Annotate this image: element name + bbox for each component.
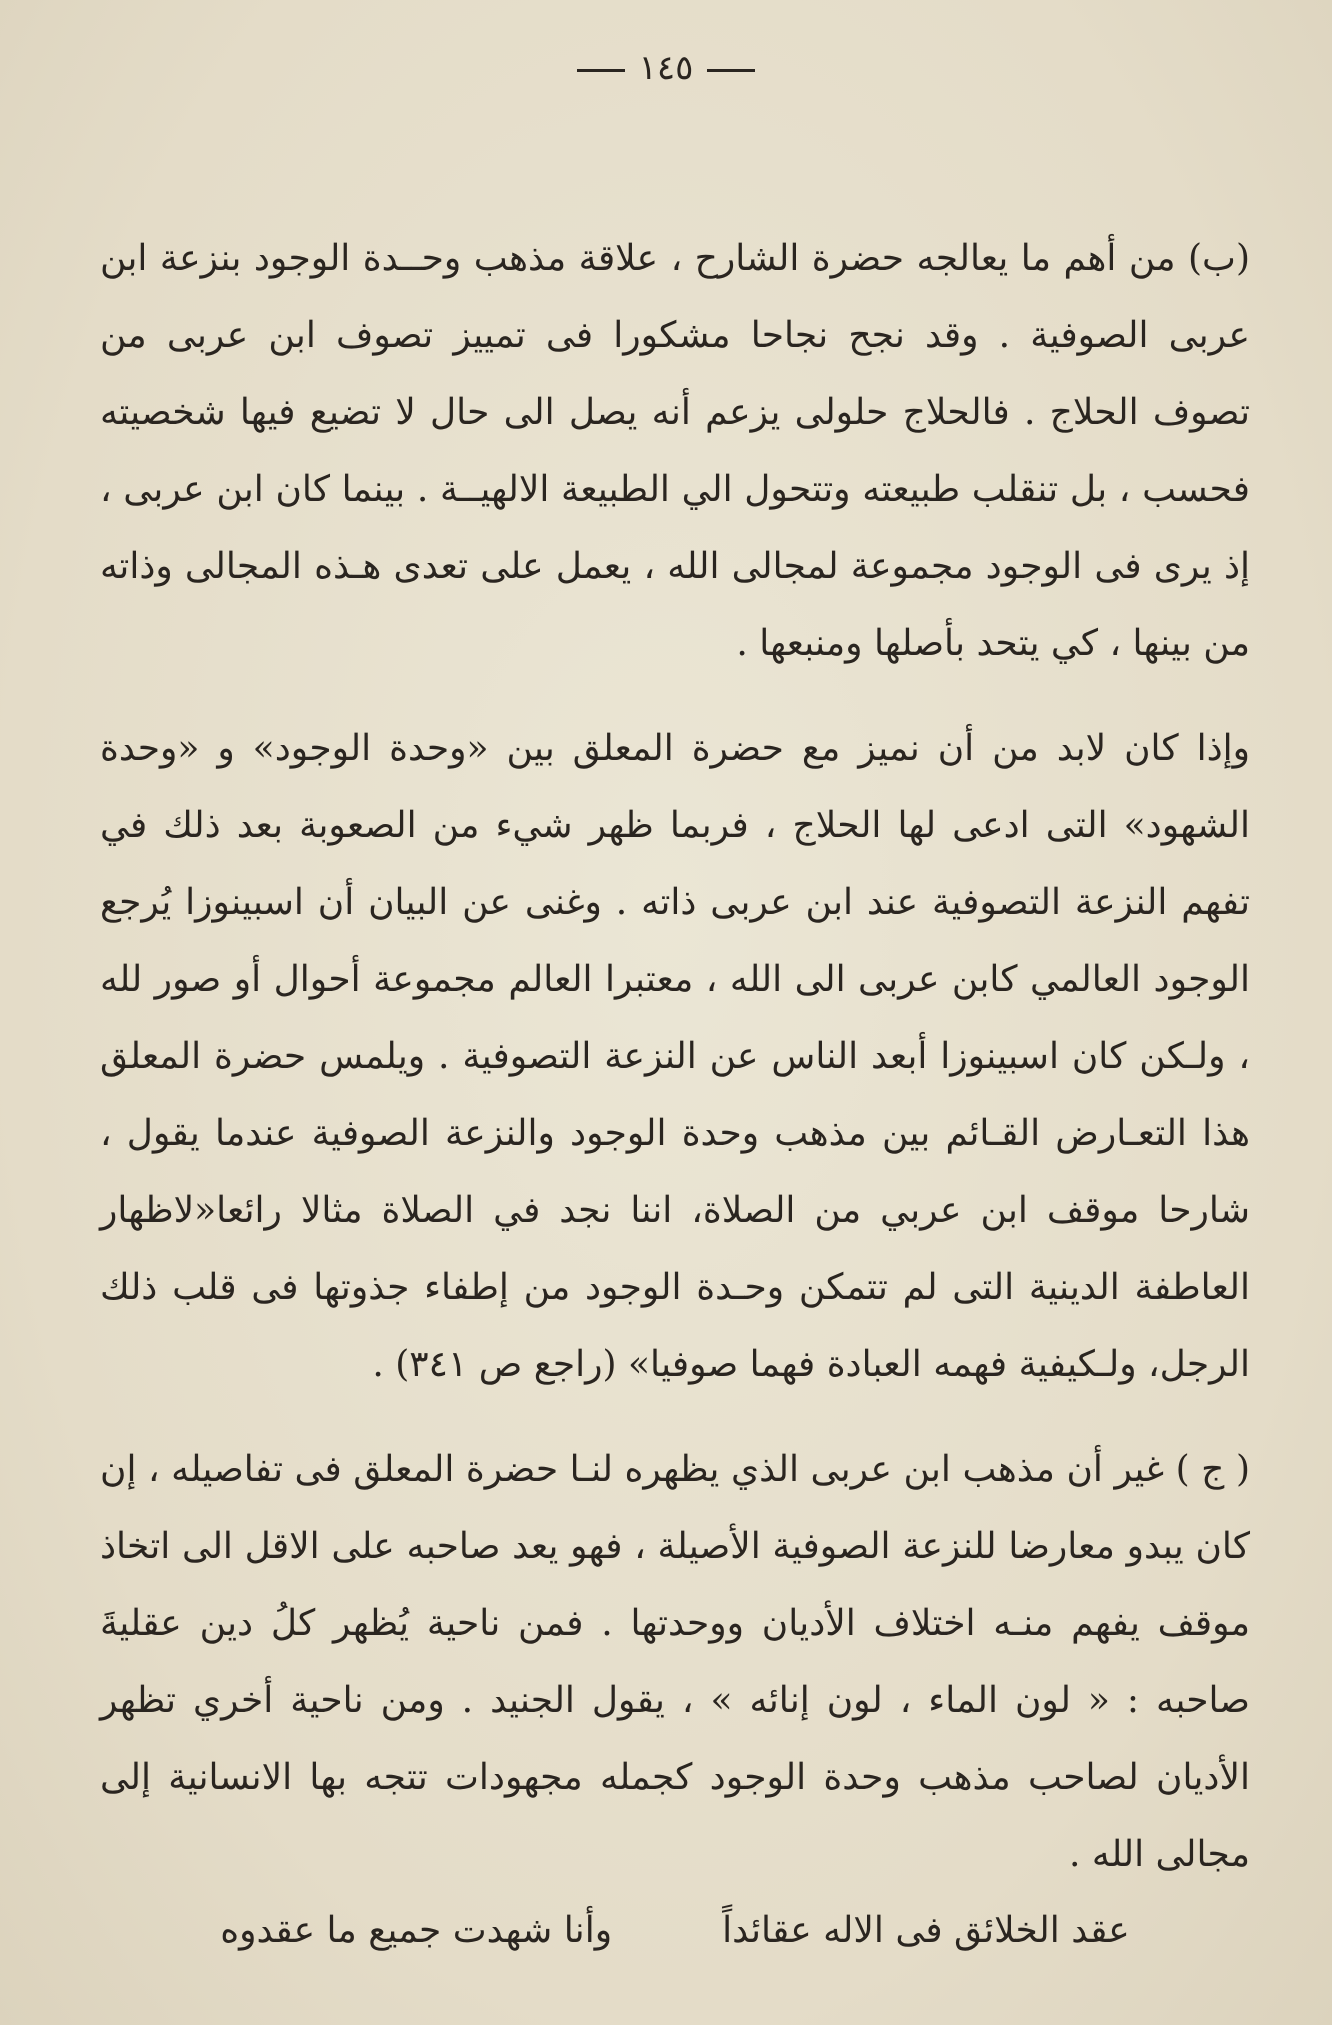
poetry-verse: [100, 1910, 1250, 1951]
body-text: [100, 220, 1250, 1893]
verse-first-hemistich: عقد الخلائق فى الاله عقائداً: [722, 1910, 1130, 1951]
paragraph-b: (ب) من أهم ما يعالجه حضرة الشارح ، علاقة مذهب وحــدة الوجود بنزعة ابن عربى الصوفية . وقد نجح نجاحا مشكورا فى تمييز تصوف ابن عربى من تصوف الحلاج . فالحلاج حلولى يزعم أنه يصل الى حال لا تضيع فيها شخصيته فحسب ، بل تنقلب طبيعته وتتحول الي الطبيعة الالهيــة . بينما كان ابن عربى ، إذ يرى فى الوجود مجموعة لمجالى الله ، يعمل على تعدى هـذه المجالى وذاته من بينها ، كي يتحد بأصلها ومنبعها .: [100, 238, 1251, 664]
page-number-text: ١٤٥: [638, 48, 694, 88]
paragraph-continuation: وإذا كان لابد من أن نميز مع حضرة المعلق بين «وحدة الوجود» و «وحدة الشهود» التى ادعى لها الحلاج ، فربما ظهر شيء من الصعوبة بعد ذلك في تفهم النزعة التصوفية عند ابن عربى ذاته . وغنى عن البيان أن اسبينوزا يُرجع الوجود العالمي كابن عربى الى الله ، معتبرا العالم مجموعة أحوال أو صور لله ، ولـكن كان اسبينوزا أبعد الناس عن النزعة التصوفية . ويلمس حضرة المعلق هذا التعـارض القـائم بين مذهب وحدة الوجود والنزعة الصوفية عندما يقول ، شارحا موقف ابن عربي من الصلاة، اننا نجد في الصلاة مثالا رائعا«لاظهار العاطفة الدينية التى لم تتمكن وحـدة الوجود من إطفاء جذوتها فى قلب ذلك الرجل، ولـكيفية فهمه العبادة فهما صوفيا» (راجع ص ٣٤١) .: [100, 728, 1251, 1385]
verse-second-hemistich: وأنا شهدت جميع ما عقدوه: [220, 1910, 613, 1951]
left-dash: [577, 69, 625, 72]
paragraph-c: ( ج ) غير أن مذهب ابن عربى الذي يظهره لنـا حضرة المعلق فى تفاصيله ، إن كان يبدو معارضا للنزعة الصوفية الأصيلة ، فهو يعد صاحبه على الاقل الى اتخاذ موقف يفهم منـه اختلاف الأديان ووحدتها . فمن ناحية يُظهر كلُ دين عقليةَ صاحبه : « لون الماء ، لون إنائه » ، يقول الجنيد . ومن ناحية أخري تظهر الأديان لصاحب مذهب وحدة الوجود كجمله مجهودات تتجه بها الانسانية إلى مجالى الله .: [100, 1449, 1251, 1875]
page-number: [0, 48, 1332, 88]
right-dash: [707, 69, 755, 72]
